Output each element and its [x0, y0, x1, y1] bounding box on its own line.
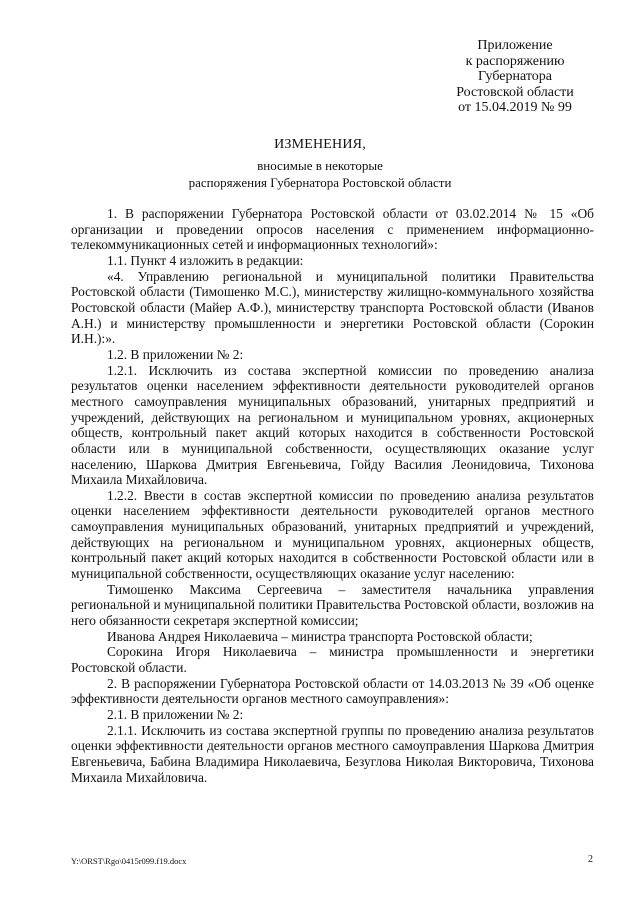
page-number: 2 — [588, 854, 593, 865]
paragraph: 2.1. В приложении № 2: — [107, 707, 244, 722]
document-subtitle: вносимые в некоторые — [257, 158, 383, 173]
paragraph: «4. Управлению региональной и муниципальной политики Правительства Ростовской области (Тимошенко М.С.), министерству жилищно-коммунального хозяйства Ростовской области (Майер А.Ф.), министерству транспорта Ростовской области (Иванов А.Н.) и министерству промышленности и энергетики Ростовской области (Сорокин И.Н.):». — [71, 268, 594, 347]
paragraph: Тимошенко Максима Сергеевича – заместителя начальника управления региональной и муниципальной политики Правительства Ростовской области, возложив на него обязанности секретаря экспертной комиссии; — [71, 581, 594, 629]
appendix-block — [430, 38, 600, 116]
footer-file-path: Y:\ORST\Rgo\0415r099.f19.docx — [71, 856, 187, 866]
paragraph: 1. В распоряжении Губернатора Ростовской области от 03.02.2014 № 15 «Об организации и проведении опросов населения с применением информационно-телекоммуникационных сетей и информационных технологий»: — [71, 206, 594, 253]
document-body — [71, 206, 594, 785]
paragraph: 2.1.1. Исключить из состава экспертной группы по проведению анализа результатов оценки эффективности деятельности органов местного самоуправления Шаркова Дмитрия Евгеньевича, Бабина Владимира Николаевича, Безуглова Николая Викторовича, Тихонова Михаила Михайловича. — [71, 722, 594, 785]
appendix-line: Ростовской области — [456, 84, 574, 100]
paragraph: 2. В распоряжении Губернатора Ростовской области от 14.03.2013 № 39 «Об оценке эффективности деятельности органов местного самоуправления»: — [71, 675, 594, 707]
paragraph: 1.2.1. Исключить из состава экспертной комиссии по проведению анализа результатов оценки населением эффективности деятельности руководителей органов местного самоуправления муниципальных образований, унитарных предприятий и учреждений, действующих на региональном и муниципальном уровнях, акционерных обществ, контрольный пакет акций которых находится в собственности Ростовской области или в муниципальной собственности, осуществляющих оказание услуг населению, Шаркова Дмитрия Евгеньевича, Гойду Василия Леонидовича, Тихонова Михаила Михайловича. — [71, 362, 594, 488]
paragraph: 1.2. В приложении № 2: — [107, 346, 244, 362]
paragraph: 1.1. Пункт 4 изложить в редакции: — [107, 252, 304, 268]
appendix-date: от 15.04.2019 № 99 — [458, 100, 572, 116]
appendix-line: к распоряжению — [465, 53, 565, 69]
document-subtitle: распоряжения Губернатора Ростовской области — [188, 175, 452, 190]
appendix-line: Губернатора — [477, 69, 553, 85]
paragraph: 1.2.2. Ввести в состав экспертной комиссии по проведению анализа результатов оценки населением эффективности деятельности руководителей органов местного самоуправления муниципальных образований, унитарных предприятий и учреждений, действующих на региональном и муниципальном уровнях, акционерных обществ, контрольный пакет акций которых находится в собственности Ростовской области или в муниципальной собственности, осуществляющих оказание услуг населению: — [71, 487, 594, 582]
paragraph: Иванова Андрея Николаевича – министра транспорта Ростовской области; — [107, 628, 533, 644]
paragraph: Сорокина Игоря Николаевича – министра промышленности и энергетики Ростовской области. — [71, 644, 594, 676]
appendix-line: Приложение — [477, 38, 553, 53]
document-title: ИЗМЕНЕНИЯ, — [274, 137, 366, 152]
